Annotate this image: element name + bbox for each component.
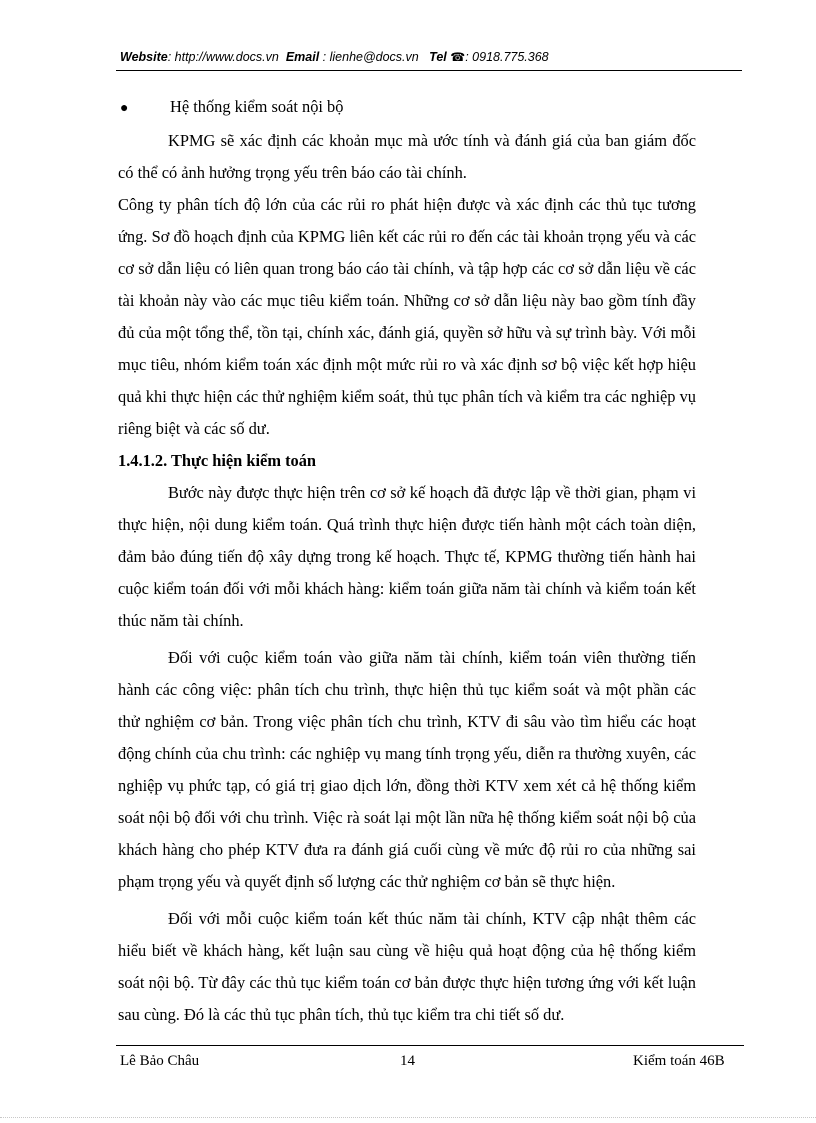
bullet-icon: ●: [120, 101, 129, 116]
bullet-list-item: [118, 91, 696, 125]
section-heading: 1.4.1.2. Thực hiện kiểm toán: [118, 451, 317, 470]
paragraph-thuc-hien: Bước này được thực hiện trên cơ sở kế hoạch đã được lập về thời gian, phạm vi thực hiện, nội dung kiểm toán. Quá trình thực hiện được tiến hành một cách toàn diện, đảm bảo đúng tiến độ xây dựng trong kế hoạch. Thực tế, KPMG thường tiến hành hai cuộc kiểm toán đối với mỗi khách hàng: kiểm toán giữa năm tài chính và kiểm toán kết thúc năm tài chính.: [118, 483, 696, 630]
page-number: 14: [400, 1053, 415, 1069]
email-label: Email: [285, 50, 320, 64]
website-label: Website: [120, 50, 168, 64]
page-bottom-edge: [0, 1117, 816, 1118]
tel-label: Tel: [429, 50, 447, 64]
telephone-icon: ☎: [450, 50, 466, 64]
paragraph-giua-nam: Đối với cuộc kiểm toán vào giữa năm tài chính, kiểm toán viên thường tiến hành các công việc: phân tích chu trình, thực hiện thủ tục kiểm soát và một phần các thử nghiệm cơ bản. Trong việc phân tích chu trình, KTV đi sâu vào tìm hiểu các hoạt động chính của chu trình: các nghiệp vụ mang tính trọng yếu, diễn ra thường xuyên, các nghiệp vụ phức tạp, có giá trị giao dịch lớn, đồng thời KTV xem xét cả hệ thống kiểm soát nội bộ đối với chu trình. Việc rà soát lại một lần nữa hệ thống kiểm soát nội bộ của khách hàng cho phép KTV đưa ra đánh giá cuối cùng về mức độ rủi ro của những sai phạm trọng yếu và quyết định số lượng các thử nghiệm cơ bản sẽ thực hiện.: [118, 648, 696, 891]
website-value[interactable]: : http://www.docs.vn: [167, 50, 279, 64]
header-divider: [116, 70, 742, 71]
page-header: [120, 50, 740, 64]
footer-divider: [116, 1045, 744, 1046]
footer-course: Kiểm toán 46B: [633, 1053, 725, 1069]
paragraph-rui-ro: Công ty phân tích độ lớn của các rủi ro phát hiện được và xác định các thủ tục tương ứng. Sơ đồ hoạch định của KPMG liên kết các rủi ro đến các tài khoản trọng yếu và các cơ sở dẫn liệu có liên quan trong báo cáo tài chính, và tập hợp các cơ sở dẫn liệu về các tài khoản này vào các mục tiêu kiểm toán. Những cơ sở dẫn liệu này bao gồm tính đầy đủ của một tổng thể, tồn tại, chính xác, đánh giá, quyền sở hữu và sự trình bày. Với mỗi mục tiêu, nhóm kiểm toán xác định một mức rủi ro và xác định sơ bộ việc kết hợp hiệu quả khi thực hiện các thử nghiệm kiểm soát, thủ tục phân tích và kiểm tra các nghiệp vụ riêng biệt và các số dư.: [118, 195, 696, 438]
email-value[interactable]: : lienhe@docs.vn: [319, 50, 419, 64]
bullet-text: Hệ thống kiểm soát nội bộ: [170, 97, 344, 116]
paragraph-ban-giam-doc: KPMG sẽ xác định các khoản mục mà ước tính và đánh giá của ban giám đốc có thể có ảnh hưởng trọng yếu trên báo cáo tài chính.: [118, 131, 696, 182]
document-body: [118, 91, 696, 1031]
paragraph-ket-thuc-nam: Đối với mỗi cuộc kiểm toán kết thúc năm tài chính, KTV cập nhật thêm các hiểu biết về khách hàng, kết luận sau cùng về hiệu quả hoạt động của hệ thống kiểm soát nội bộ. Từ đây các thủ tục kiểm toán cơ bản được thực hiện tương ứng với kết luận sau cùng. Đó là các thủ tục phân tích, thủ tục kiểm tra chi tiết số dư.: [118, 909, 696, 1024]
tel-value: : 0918.775.368: [465, 50, 549, 64]
footer-author: Lê Bảo Châu: [120, 1053, 200, 1069]
